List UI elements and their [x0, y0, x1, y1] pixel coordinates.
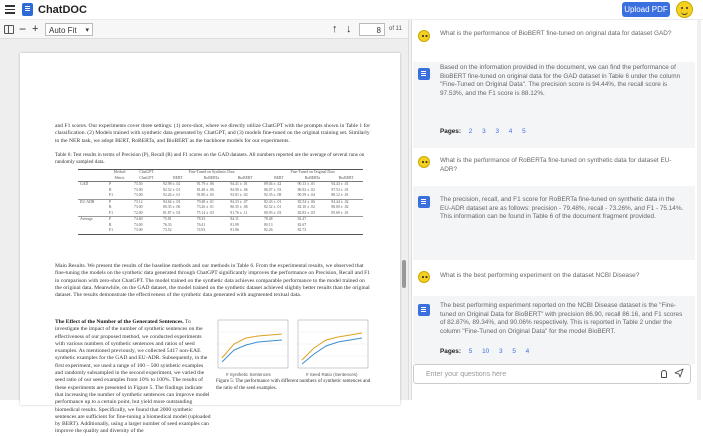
table-cell: R: [109, 222, 112, 227]
table-cell: 92.26 ± .01: [163, 193, 181, 197]
page-link[interactable]: 3: [482, 128, 486, 135]
table-header: Metric: [107, 176, 132, 182]
brand[interactable]: [22, 3, 87, 16]
table-cell: GAD: [78, 182, 107, 188]
table-header: Method: [113, 170, 126, 174]
table-cell: 82.10 ± .02: [297, 205, 315, 209]
paragraph-text: To investigate the impact of the number of synthetic sentences on the effectiveness of our proposed method, we conducted experiments with various numbers of synthetic sentences and ratios of seed examples. As mentioned previously, we collected 5417 non-EAE synthetic examples for the GAD and EU-ADR. Subsequently, in the first experiment, we used a range of 100 – 500 synthetic examples and randomly subsampled in the second experiment, we varied the seed ratio of our seed examples from 10% to 100%. The results of these experiments are presented in Figure 5. The findings indicate that increasing the number of synthetic sentences can improve model performance up to a certain point, but yield more outstanding biomedical results. Specifically, we found that 2000 synthetic sentences are sufficient for fine-tuning a biomedical model (uploaded by BERT). Additionally, using a larger number of seed examples can improve the quality and diversity of the: [55, 319, 211, 435]
message-text: What is the performance of RoBERTa fine-tuned on synthetic data for dataset EU-ADR?: [440, 157, 672, 173]
pages-label: Pages:: [440, 348, 461, 355]
pdf-scrollbar[interactable]: [402, 260, 406, 288]
table-cell: 82.43 ± .01: [262, 199, 296, 205]
table-cell: 81.87 ± .03: [163, 210, 181, 215]
table-cell: 82.67: [297, 222, 307, 227]
table-cell: 86.92 ± .02: [297, 187, 315, 192]
zoom-value: Auto Fit: [49, 26, 77, 35]
table-cell: 91.79 ± .06: [195, 182, 229, 188]
chevron-down-icon: ▾: [85, 27, 89, 34]
table-cell: P: [107, 199, 132, 205]
user-avatar[interactable]: [676, 1, 693, 18]
table-header: BioBERT: [329, 176, 363, 182]
page-link[interactable]: 10: [482, 348, 490, 355]
table-cell: 79.48 ± .01: [195, 199, 229, 205]
table-header: Fine-Tuned on Synthetic Data: [188, 170, 235, 174]
page-link[interactable]: 5: [512, 348, 516, 355]
page-link[interactable]: 4: [525, 348, 530, 355]
table-cell: 78.33: [195, 217, 229, 223]
table-cell: 78.48: [262, 217, 296, 223]
page-link[interactable]: 3: [495, 128, 499, 135]
page-link[interactable]: 5: [522, 128, 526, 135]
table-cell: 88.12 ± .01: [331, 193, 349, 197]
page-link[interactable]: 4: [508, 128, 513, 135]
menu-icon[interactable]: [5, 5, 15, 14]
bot-avatar-icon: [418, 196, 430, 208]
chat-message-bot: [413, 186, 695, 260]
send-icon[interactable]: [674, 368, 684, 378]
chat-message-user: [413, 20, 695, 62]
message-text: Based on the information provided in the document, we can find the performance of BioBERT fine-tuned on original data for the GAD dataset in Table 6 under the column "Fine-Tuned on Original Data". The precision score is 94.44%, the recall score is 97.53%, and the F1 score is 88.12%.: [440, 64, 681, 97]
table-header: BioBERT: [228, 176, 262, 182]
table-header: ChatGPT: [132, 176, 161, 182]
previous-page-button[interactable]: ↑: [332, 23, 338, 35]
table-cell: 81.76 ± .11: [230, 210, 248, 215]
table-cell: 73.52: [163, 228, 172, 232]
table-header: RoBERTa: [296, 176, 330, 182]
table-cell: 86.07 ± .03: [264, 187, 282, 192]
chat-message-user: [413, 260, 695, 296]
chat-message-user: [413, 148, 695, 186]
table-cell: 85.69 ± .01: [331, 210, 349, 215]
table-cell: 84.11: [228, 217, 262, 223]
table-cell: 76.41: [196, 222, 206, 227]
page-link[interactable]: 3: [498, 348, 503, 355]
chat-input-bar: [413, 364, 691, 384]
table-cell: 92.35 ± .08: [264, 193, 282, 197]
table-cell: 90.59 ± .04: [297, 193, 315, 197]
user-avatar-icon: [418, 30, 430, 42]
table-cell: 80.93 ± .03: [264, 210, 282, 215]
chatdoc-logo-icon: [22, 3, 33, 16]
table-cell: 81.86: [230, 228, 239, 232]
table-cell: 72.00: [134, 210, 143, 215]
message-text: The best performing experiment reported on the NCBI Disease dataset is the "Fine-tuned on Original Data for BioBERT" with precision 86.90, recall 86.16, and F1 scores of 82.87%, 89.34%, and 90.06% respectively. This is reported in Table 2 under the column "Fine-Tuned on Original Data" for the model BioBERT.: [440, 302, 683, 335]
section-title: The Effect of the Number of the Generated Sentences.: [55, 319, 184, 325]
table-cell: 74.60: [132, 217, 161, 223]
table-cell: 82.73: [297, 228, 307, 232]
table-cell: 94.41 ± .01: [228, 182, 262, 188]
table-cell: 84.44 ± .02: [329, 199, 363, 205]
chat-scrollbar[interactable]: [697, 20, 701, 400]
table-cell: 84.90 ± .06: [230, 187, 248, 192]
page-link[interactable]: 2: [468, 128, 473, 135]
table-cell: F1: [109, 210, 114, 215]
user-avatar-icon: [418, 271, 430, 283]
pdf-page: [20, 53, 400, 435]
table-cell: 80.13: [264, 222, 273, 227]
table-cell: 73.00: [134, 205, 143, 209]
table-cell: 80.35 ± .06: [230, 205, 248, 209]
paragraph: and F1 scores. Our experiments cover three settings: (1) zero-shot, where we directly utilize ChatGPT with the prompts shown in Table 1 for classification. (2) Models trained with synthetic data generated by ChatGPT, and (3) models fine-tuned on the original training set. Similarly to the NER task, we adopt BERT, RoBERTa, and BioBERT as the backbone models for our experiments.: [55, 123, 371, 144]
microphone-icon[interactable]: [661, 370, 667, 378]
table-cell: 82.47: [296, 217, 330, 223]
pdf-toolbar: [0, 20, 408, 39]
chat-panel: [413, 20, 703, 400]
table-cell: R: [109, 187, 112, 192]
table-cell: 73.50: [132, 182, 161, 188]
table-cell: 82.52 ± .01: [264, 205, 282, 209]
message-text: The precision, recall, and F1 score for RoBERTa fine-tuned on synthetic data in the EU-ADR dataset are as follows: precision - 79.48%, recall - 73.26%, and F1 - 75.14%. This information can be found in Table 6 of the document fragment provided.: [440, 196, 684, 221]
bot-avatar-icon: [418, 68, 430, 80]
table-header: BERT: [161, 176, 195, 182]
table-cell: 81.99: [230, 222, 239, 227]
app-title: ChatDOC: [38, 3, 87, 16]
table-cell: 73.26 ± .01: [196, 205, 214, 209]
table-cell: 73.00: [134, 187, 143, 192]
table-row: [78, 228, 363, 234]
paragraph: [55, 263, 373, 299]
table-cell: 75.14 ± .03: [196, 210, 214, 215]
table-cell: 82.54 ± .06: [296, 199, 330, 205]
table-cell: 73.00: [134, 193, 143, 197]
table-cell: 84.33 ± .07: [228, 199, 262, 205]
page-number-input[interactable]: 8: [359, 23, 385, 36]
table-header: BERT: [262, 176, 296, 182]
table-cell: [329, 228, 363, 234]
table-cell: 80.35 ± .06: [163, 205, 181, 209]
figure-legend: # Synthetic Sentences: [226, 372, 271, 377]
table-header: Fine-Tuned on Original Data: [290, 170, 335, 174]
table-caption: Table 6: Test results in terms of Precision (P), Recall (R) and F1 scores on the GAD datasets. All numbers reported are the average of several runs on randomly sampled data.: [55, 152, 365, 166]
zoom-select[interactable]: [45, 23, 93, 36]
paragraph: [55, 319, 211, 436]
pages-label: Pages:: [440, 128, 461, 135]
zoom-out-button[interactable]: −: [19, 22, 27, 36]
table-cell: 74.93: [196, 228, 206, 232]
table-cell: F1: [109, 193, 114, 197]
question-input[interactable]: [426, 368, 656, 381]
table-cell: 73.00: [134, 228, 143, 232]
table-cell: 97.53 ± .01: [331, 187, 349, 192]
table-cell: 90.13 ± .01: [296, 182, 330, 188]
results-table: [78, 169, 363, 235]
sidebar-toggle-icon[interactable]: [4, 25, 14, 34]
table-cell: [78, 228, 107, 234]
table-cell: P: [107, 182, 132, 188]
figure-legend: # Seed Ratio (Sentences): [306, 372, 358, 377]
source-pages: [440, 348, 537, 357]
source-pages: [440, 128, 534, 137]
upload-pdf-button[interactable]: Upload PDF: [622, 2, 670, 17]
table-cell: 73.12: [132, 199, 161, 205]
page-total: of 11: [389, 26, 402, 32]
table-cell: 82.83 ± .03: [297, 210, 315, 215]
table-cell: 84.64 ± .03: [161, 199, 195, 205]
table-cell: 81.48 ± .06: [196, 187, 214, 192]
table-cell: 74.00: [134, 222, 143, 227]
table-cell: R: [109, 205, 112, 209]
table-cell: 92.98 ± .02: [161, 182, 195, 188]
table-cell: 82.26: [264, 228, 273, 232]
zoom-in-button[interactable]: +: [32, 23, 39, 35]
message-text: What is the best performing experiment on the dataset NCBI Disease?: [440, 272, 640, 279]
paragraph-text: Main Results. We present the results of the baseline methods and our methods in Table 6. From the experimental results, we observed that fine-tuning the models on the synthetic data generated through ChatGPT significantly improves the performance on Precision, Recall and F1 in comparison with zero-shot ChatGPT. The model trained on the synthetic data achieves comparable performance to the model trained on the original data. Meanwhile, on the GAD dataset, the model trained on the synthetic dataset achieved slightly better results than the original dataset. The results demonstrate the effectiveness of the synthetic data generated with augmented textual data.: [55, 263, 371, 299]
table-cell: 82.52 ± .01: [163, 187, 181, 192]
bot-avatar-icon: [418, 304, 430, 316]
table-cell: 75.81: [161, 217, 195, 223]
pane-splitter[interactable]: [408, 20, 412, 400]
table-cell: 93.81 ± .02: [230, 193, 248, 197]
table-cell: P: [107, 217, 132, 223]
table-cell: 76.33: [163, 222, 172, 227]
next-page-button[interactable]: ↓: [346, 23, 352, 35]
table-header: RoBERTa: [195, 176, 229, 182]
figure-charts: [216, 318, 371, 380]
pdf-viewer: [0, 20, 408, 435]
figure-caption: Figure 5: The performance with different numbers of synthetic sentences and the ratio of the seed examples.: [216, 379, 371, 391]
chat-message-bot: [413, 62, 695, 148]
table-cell: 88.00 ± .02: [331, 205, 349, 209]
table-cell: 89.04 ± .42: [262, 182, 296, 188]
table-cell: 94.43 ± .01: [329, 182, 363, 188]
table-header: ChatGPT: [139, 170, 154, 174]
app-header: [0, 0, 703, 20]
table-cell: F1: [109, 228, 114, 232]
table-cell: Average: [78, 217, 107, 223]
table-cell: 91.80 ± .05: [196, 193, 214, 197]
table-cell: EU-ADR: [78, 199, 107, 205]
user-avatar-icon: [418, 156, 430, 168]
chat-message-bot: [413, 296, 695, 364]
message-text: What is the performance of BioBERT fine-tuned on original data for dataset GAD?: [440, 30, 672, 37]
page-link[interactable]: 5: [468, 348, 473, 355]
